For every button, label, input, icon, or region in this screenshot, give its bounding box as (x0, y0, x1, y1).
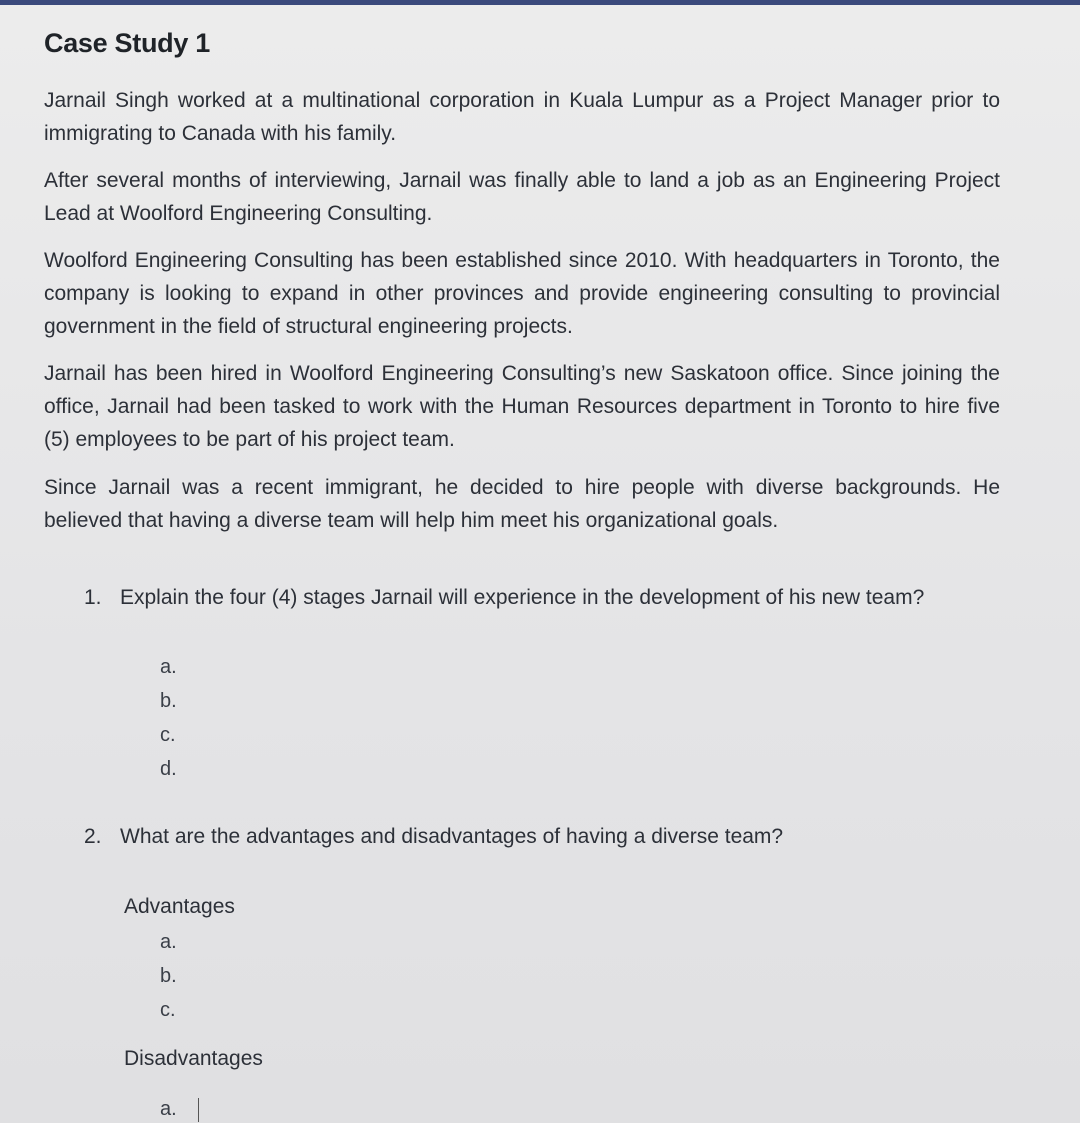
disadvantages-heading: Disadvantages (124, 1047, 263, 1070)
advantage-item-b: b. (160, 965, 177, 987)
question-number: 1. (84, 586, 102, 609)
answer-item-a: a. (160, 656, 177, 678)
advantage-item-a: a. (160, 931, 177, 953)
question-1 (84, 586, 924, 610)
paragraph: After several months of interviewing, Jarnail was finally able to land a job as an Engineering Project Lead at Woolford Engineering Consulting. (44, 169, 1000, 225)
document-title: Case Study 1 (44, 28, 210, 58)
answer-item-d: d. (160, 758, 177, 780)
answer-item-c: c. (160, 724, 176, 746)
question-2 (84, 825, 783, 849)
paragraph: Jarnail has been hired in Woolford Engineering Consulting’s new Saskatoon office. Since joining the office, Jarnail had been tasked to work with the Human Resources department in Toronto to hire five (5) employees to be part of his project team. (44, 362, 1000, 451)
disadvantage-item-a: a. (160, 1098, 177, 1120)
question-text: Explain the four (4) stages Jarnail will experience in the development of his new team? (120, 586, 925, 609)
paragraph: Since Jarnail was a recent immigrant, he decided to hire people with diverse backgrounds. He believed that having a diverse team will help him meet his organizational goals. (44, 476, 1000, 532)
question-text: What are the advantages and disadvantages of having a diverse team? (120, 825, 784, 848)
question-number: 2. (84, 825, 102, 848)
advantages-heading: Advantages (124, 895, 235, 918)
paragraph: Jarnail Singh worked at a multinational corporation in Kuala Lumpur as a Project Manager prior to immigrating to Canada with his family. (44, 89, 1000, 145)
answer-item-b: b. (160, 690, 177, 712)
paragraph: Woolford Engineering Consulting has been established since 2010. With headquarters in Toronto, the company is looking to expand in other provinces and provide engineering consulting to provincial government in the field of structural engineering projects. (44, 249, 1000, 338)
text-cursor (198, 1098, 199, 1122)
advantage-item-c: c. (160, 999, 176, 1021)
